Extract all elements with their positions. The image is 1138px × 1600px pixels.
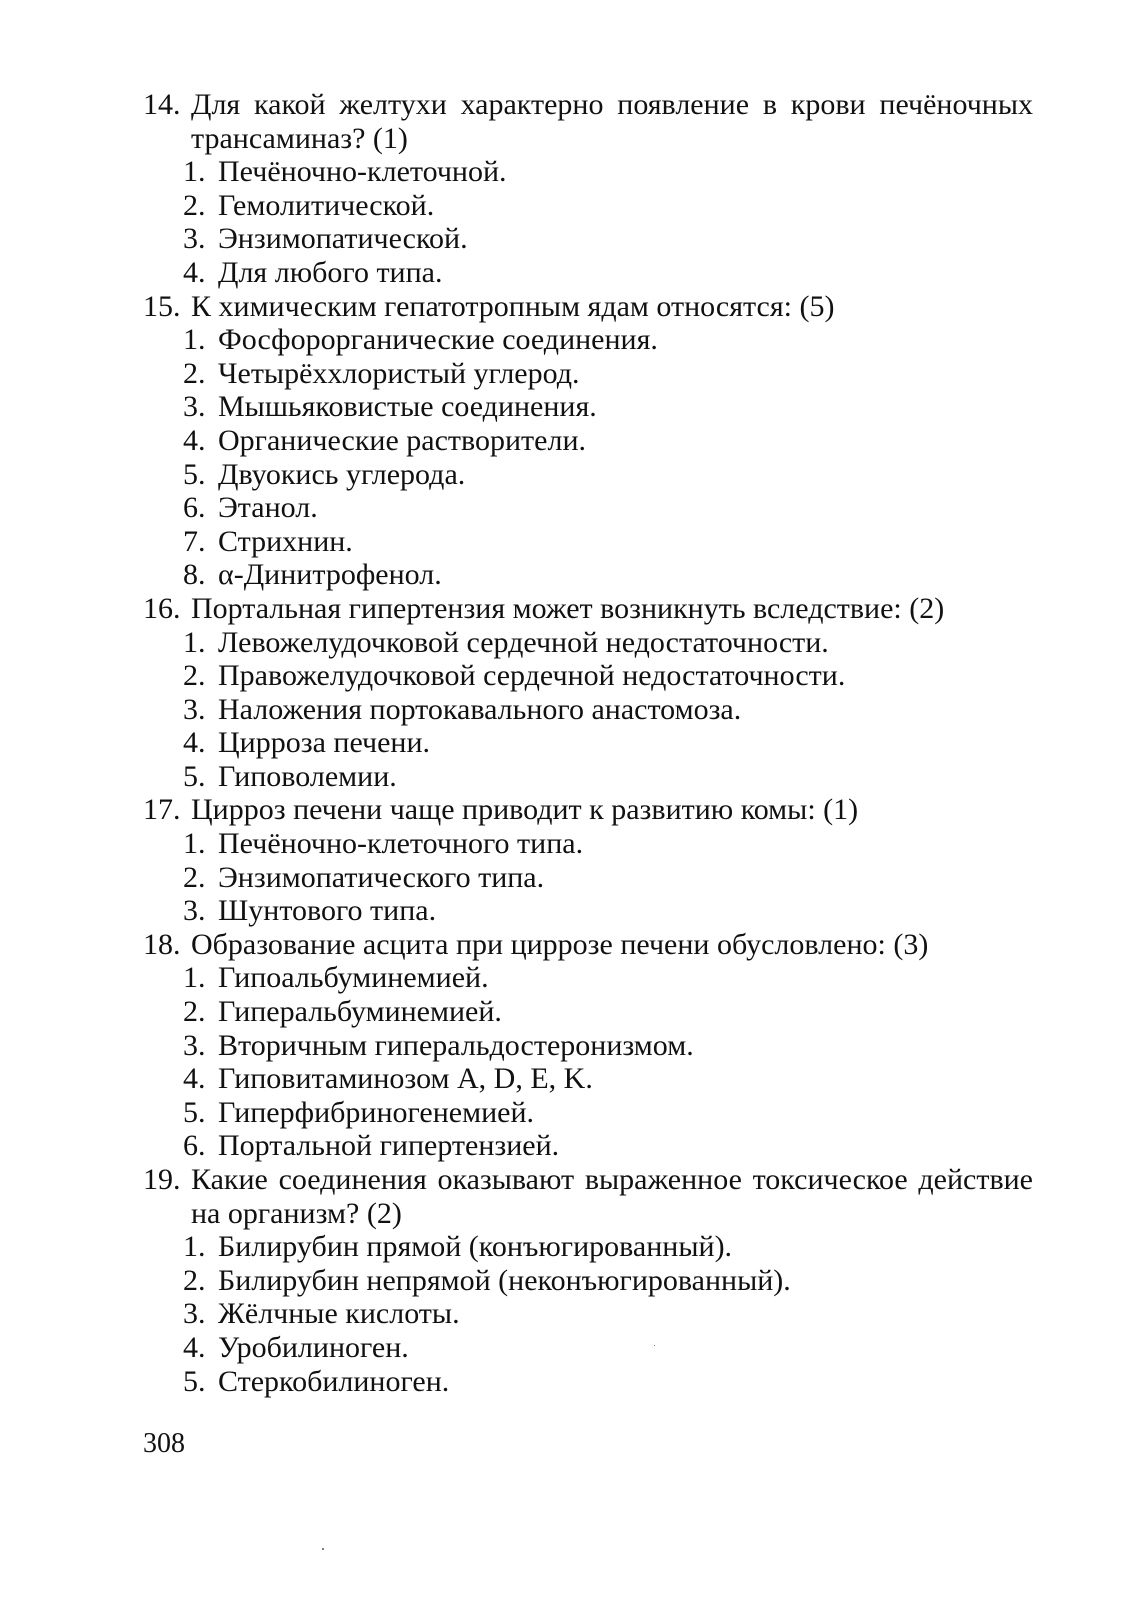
option-number: 5. [183, 1364, 206, 1398]
answer-option [143, 1331, 1033, 1365]
option-text: Билирубин непрямой (неконъюгированный). [218, 1263, 791, 1297]
question-text: Образование асцита при циррозе печени обусловлено: (3) [191, 927, 929, 961]
answer-option [143, 424, 1033, 458]
option-text: Гемолитической. [218, 188, 435, 222]
option-number: 3. [183, 894, 206, 928]
question-number: 15. [143, 289, 181, 323]
answer-option [143, 995, 1033, 1029]
option-text: Этанол. [218, 491, 318, 525]
option-number: 2. [183, 659, 206, 693]
option-number: 1. [183, 1230, 206, 1264]
answer-option [143, 323, 1033, 357]
option-text: Органические растворители. [218, 423, 587, 457]
question-18 [143, 928, 1033, 1163]
question-number: 18. [143, 927, 181, 961]
option-number: 8. [183, 558, 206, 592]
option-text: Энзимопатической. [218, 222, 468, 256]
answer-option [143, 1062, 1033, 1096]
option-text: Левожелудочковой сердечной недостаточности. [218, 625, 829, 659]
option-text: Гипоальбуминемией. [218, 961, 489, 995]
answer-option [143, 861, 1033, 895]
option-number: 3. [183, 222, 206, 256]
option-text: Цирроза печени. [218, 726, 431, 760]
option-text: Гиповитаминозом A, D, E, K. [218, 1062, 593, 1096]
answer-option [143, 558, 1033, 592]
option-number: 3. [183, 1297, 206, 1331]
question-stem [143, 793, 1033, 827]
question-stem [143, 1163, 1033, 1230]
answer-option [143, 1029, 1033, 1063]
answer-option [143, 760, 1033, 794]
option-number: 5. [183, 759, 206, 793]
question-stem [143, 88, 1033, 155]
answer-options [143, 626, 1033, 794]
option-number: 7. [183, 524, 206, 558]
answer-option [143, 189, 1033, 223]
option-text: Фосфорорганические соединения. [218, 323, 658, 357]
answer-option [143, 390, 1033, 424]
option-number: 1. [183, 827, 206, 861]
option-text: Правожелудочковой сердечной недостаточности. [218, 659, 846, 693]
option-number: 4. [183, 726, 206, 760]
question-15 [143, 290, 1033, 592]
question-text: Для какой желтухи характерно появление в крови печёночных трансаминаз? (1) [191, 88, 1033, 155]
answer-option [143, 827, 1033, 861]
option-text: Билирубин прямой (конъюгированный). [218, 1230, 733, 1264]
answer-option [143, 961, 1033, 995]
answer-option [143, 155, 1033, 189]
option-text: Стрихнин. [218, 524, 353, 558]
option-text: Гиповолемии. [218, 759, 397, 793]
question-text: Какие соединения оказывают выраженное токсическое действие на организм? (2) [191, 1163, 1033, 1230]
answer-options [143, 827, 1033, 928]
answer-option [143, 458, 1033, 492]
page-number: 308 [143, 1428, 185, 1459]
option-text: Для любого типа. [218, 255, 443, 289]
option-text: Стеркобилиноген. [218, 1364, 450, 1398]
question-stem [143, 928, 1033, 962]
option-text: Гиперфибриногенемией. [218, 1095, 534, 1129]
answer-options [143, 323, 1033, 592]
question-text: К химическим гепатотропным ядам относятся: (5) [191, 289, 835, 323]
question-number: 19. [143, 1163, 181, 1196]
option-number: 2. [183, 995, 206, 1029]
option-text: Мышьяковистые соединения. [218, 390, 597, 424]
answer-options [143, 961, 1033, 1163]
option-text: Печёночно-клеточной. [218, 155, 507, 189]
option-text: Вторичным гиперальдостеронизмом. [218, 1028, 694, 1062]
question-stem [143, 592, 1033, 626]
answer-option [143, 357, 1033, 391]
answer-option [143, 626, 1033, 660]
option-text: Шунтового типа. [218, 894, 437, 928]
question-number: 17. [143, 793, 181, 827]
answer-option [143, 1365, 1033, 1399]
option-number: 1. [183, 323, 206, 357]
option-number: 1. [183, 155, 206, 189]
option-number: 4. [183, 423, 206, 457]
option-number: 6. [183, 1129, 206, 1163]
answer-option [143, 1129, 1033, 1163]
answer-option [143, 1230, 1033, 1264]
option-text: Портальной гипертензией. [218, 1129, 560, 1163]
option-number: 1. [183, 625, 206, 659]
option-number: 4. [183, 1330, 206, 1364]
answer-option [143, 894, 1033, 928]
question-19 [143, 1163, 1033, 1398]
option-number: 1. [183, 961, 206, 995]
answer-option [143, 525, 1033, 559]
answer-option [143, 491, 1033, 525]
option-text: Энзимопатического типа. [218, 860, 545, 894]
option-text: Гиперальбуминемией. [218, 995, 502, 1029]
option-text: Жёлчные кислоты. [218, 1297, 460, 1331]
option-number: 2. [183, 356, 206, 390]
answer-options [143, 155, 1033, 289]
question-stem [143, 290, 1033, 324]
answer-options [143, 1230, 1033, 1398]
option-text: Печёночно-клеточного типа. [218, 827, 584, 861]
question-17 [143, 793, 1033, 927]
answer-option [143, 1297, 1033, 1331]
question-number: 16. [143, 591, 181, 625]
scan-speck [654, 1345, 655, 1346]
option-text: Уробилиноген. [218, 1330, 409, 1364]
option-number: 3. [183, 1028, 206, 1062]
answer-option [143, 693, 1033, 727]
scan-speck [322, 1548, 324, 1550]
option-text: Четырёххлористый углерод. [218, 356, 580, 390]
question-text: Цирроз печени чаще приводит к развитию комы: (1) [191, 793, 859, 827]
question-16 [143, 592, 1033, 794]
option-text: Двуокись углерода. [218, 457, 466, 491]
question-list [143, 88, 1033, 1398]
answer-option [143, 222, 1033, 256]
option-number: 2. [183, 188, 206, 222]
option-number: 6. [183, 491, 206, 525]
option-number: 3. [183, 390, 206, 424]
option-number: 2. [183, 1263, 206, 1297]
option-number: 5. [183, 457, 206, 491]
answer-option [143, 726, 1033, 760]
option-number: 2. [183, 860, 206, 894]
question-14 [143, 88, 1033, 290]
option-number: 3. [183, 692, 206, 726]
answer-option [143, 1096, 1033, 1130]
answer-option [143, 256, 1033, 290]
option-number: 5. [183, 1095, 206, 1129]
option-number: 4. [183, 1062, 206, 1096]
option-text: α-Динитрофенол. [218, 558, 442, 592]
option-text: Наложения портокавального анастомоза. [218, 692, 742, 726]
answer-option [143, 1264, 1033, 1298]
question-number: 14. [143, 88, 181, 121]
answer-option [143, 659, 1033, 693]
question-text: Портальная гипертензия может возникнуть вследствие: (2) [191, 591, 945, 625]
option-number: 4. [183, 255, 206, 289]
